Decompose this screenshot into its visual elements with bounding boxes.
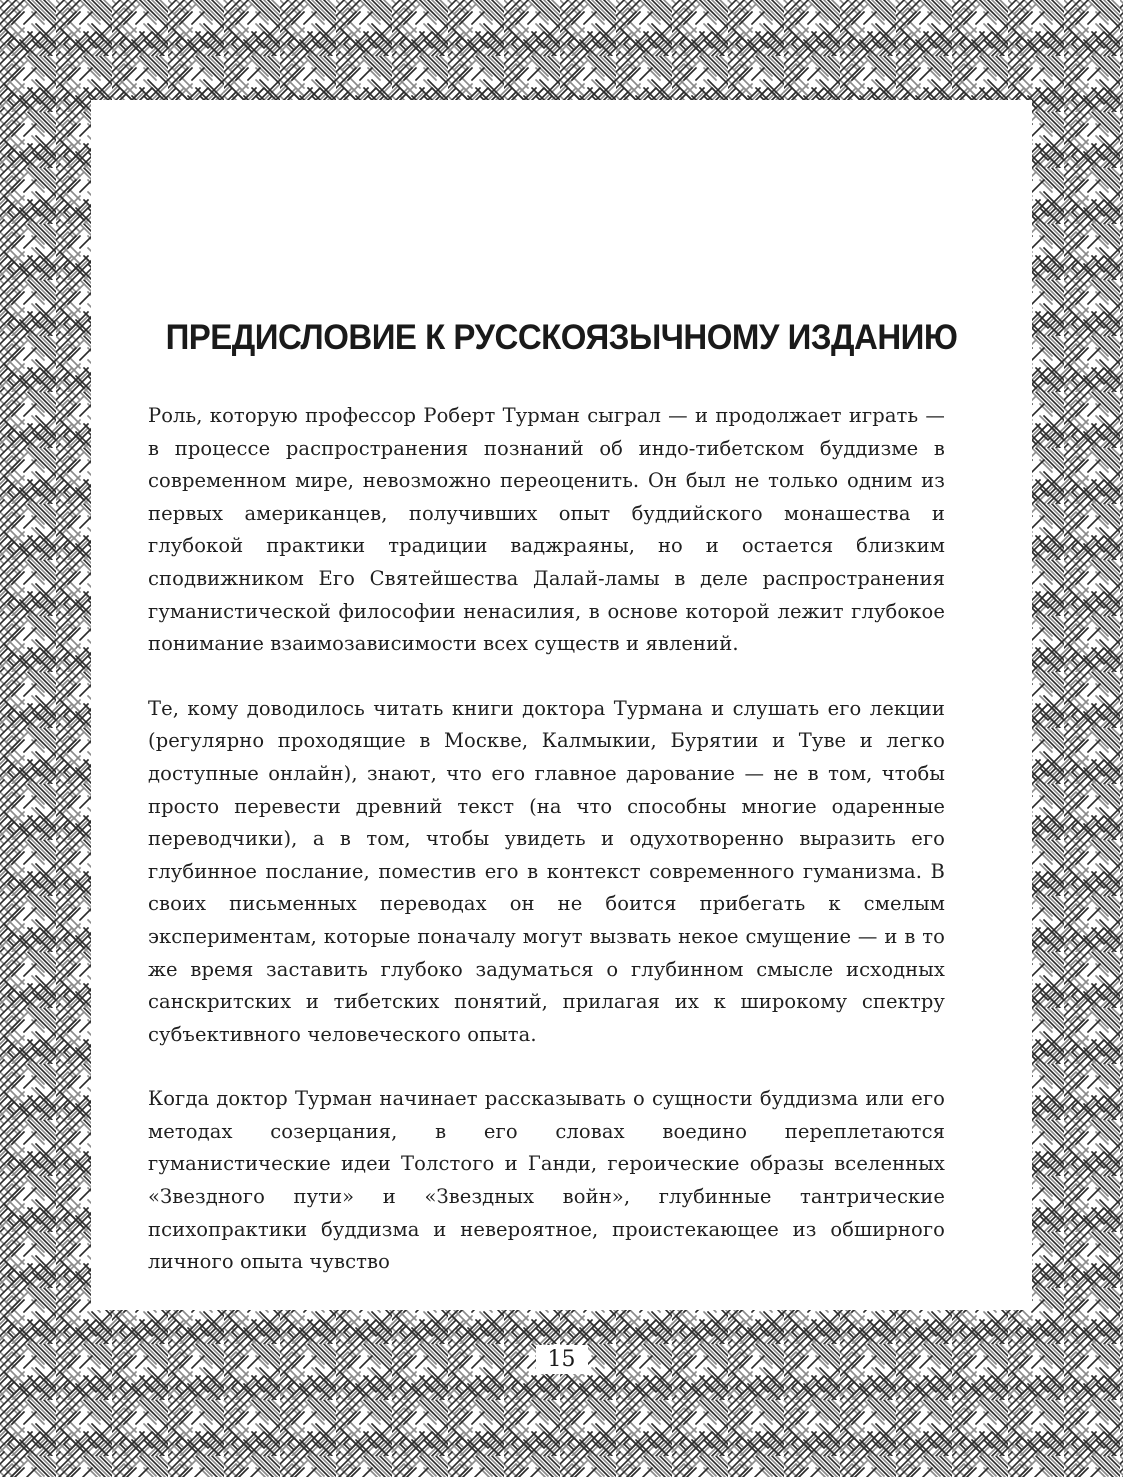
paragraph-1: Роль, которую профессор Роберт Турман сыграл — и продолжает играть — в процессе распространения познаний об индо-тибетском буддизме в современном мире, невозможно переоценить. Он был не только одним из первых американцев, получивших опыт буддийского монашества и глубокой практики традиции ваджраяны, но и остается близким сподвижником Его Святейшества Далай-ламы в деле распространения гуманистической философии ненасилия, в основе которой лежит глубокое понимание взаимозависимости всех существ и явлений. xyxy=(148,404,945,656)
page-number-label: 15 xyxy=(536,1345,588,1374)
body-text xyxy=(148,400,945,1311)
paragraph-3: Когда доктор Турман начинает рассказывать о сущности буддизма или его методах созерцания, в его словах воедино переплетаются гуманистические идеи Толстого и Ганди, героические образы вселенных «Звездного пути» и «Звездных войн», глубинные тантрические психопрактики буддизма и невероятное, проистекающее из обширного личного опыта чувство xyxy=(148,1087,945,1274)
paragraph-2: Те, кому доводилось читать книги доктора Турмана и слушать его лекции (регулярно проходящие в Москве, Калмыкии, Бурятии и Туве и легко доступные онлайн), знают, что его главное дарование — не в том, чтобы просто перевести древний текст (на что способны многие одаренные переводчики), а в том, чтобы увидеть и одухотворенно выразить его глубинное послание, поместив его в контекст современного гуманизма. В своих письменных переводах он не боится прибегать к смелым экспериментам, которые поначалу могут вызвать некое смущение — и в то же время заставить глубоко задуматься о глубинном смысле исходных санскритских и тибетских понятий, прилагая их к широкому спектру субъективного человеческого опыта. xyxy=(148,696,945,1046)
page-title: ПРЕДИСЛОВИЕ К РУССКОЯЗЫЧНОМУ ИЗДАНИЮ xyxy=(165,316,958,357)
page-number xyxy=(91,1347,1032,1372)
